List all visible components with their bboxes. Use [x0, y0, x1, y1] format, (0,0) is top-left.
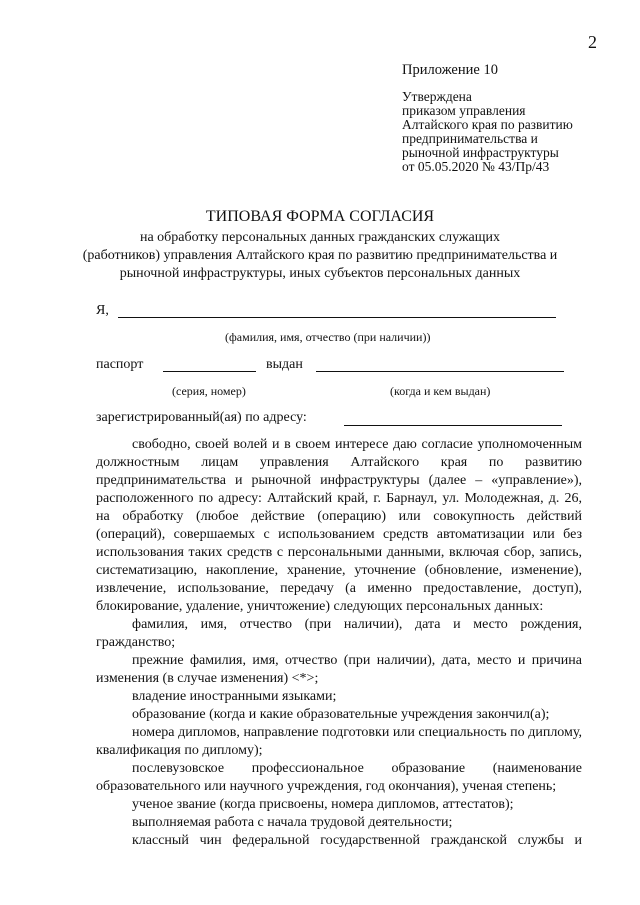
address-label: зарегистрированный(ая) по адресу:	[96, 410, 307, 425]
issued-label: выдан	[266, 357, 303, 372]
data-item: номера дипломов, направление подготовки или специальность по диплому, квалификация по диплому);	[96, 725, 582, 758]
approval-block	[402, 90, 573, 174]
approval-line: рыночной инфраструктуры	[402, 145, 559, 160]
page-number: 2	[588, 32, 597, 52]
subtitle-line: рыночной инфраструктуры, иных субъектов персональных данных	[119, 266, 521, 281]
consent-paragraph: свободно, своей волей и в своем интересе даю согласие уполномоченным должностным лицам управления Алтайского края по развитию предпринимательства и рыночной инфраструктуры (далее – «управление»), расположенного по адресу: Алтайский край, г. Барнаул, ул. Молодежная, д. 26, на обработку (любое действие (операцию) или совокупность действий (операций), совершаемых с использованием средств автоматизации или без использования таких средств с персональными данными, включая сбор, запись, систематизацию, накопление, хранение, уточнение (обновление, изменение), извлечение, использование, передачу (а именно предоставление, доступ), блокирование, удаление, уничтожение) следующих персональных данных:	[96, 437, 582, 614]
passport-number-field[interactable]	[163, 371, 256, 372]
data-item: классный чин федеральной государственной гражданской службы и	[132, 833, 582, 848]
data-item: выполняемая работа с начала трудовой деятельности;	[132, 815, 453, 830]
i-label: Я,	[96, 303, 109, 318]
consent-body	[96, 436, 582, 850]
data-item: владение иностранными языками;	[132, 689, 337, 704]
approval-line: приказом управления	[402, 103, 526, 118]
appendix-label: Приложение 10	[402, 62, 498, 78]
approval-line: от 05.05.2020 № 43/Пр/43	[402, 159, 550, 174]
address-field[interactable]	[344, 425, 562, 426]
full-name-caption: (фамилия, имя, отчество (при наличии))	[225, 330, 431, 344]
passport-label: паспорт	[96, 357, 144, 372]
data-item: фамилия, имя, отчество (при наличии), дата и место рождения, гражданство;	[96, 617, 582, 650]
approval-line: Алтайского края по развитию	[402, 117, 573, 132]
document-subtitle	[0, 229, 640, 283]
subtitle-line: (работников) управления Алтайского края по развитию предпринимательства и	[82, 248, 558, 263]
data-item: прежние фамилия, имя, отчество (при наличии), дата, место и причина изменения (в случае изменения) <*>;	[96, 653, 582, 686]
document-title: ТИПОВАЯ ФОРМА СОГЛАСИЯ	[205, 208, 435, 225]
passport-caption: (серия, номер)	[172, 384, 246, 398]
approval-line: предпринимательства и	[402, 131, 538, 146]
subtitle-line: на обработку персональных данных гражданских служащих	[139, 230, 501, 245]
data-item: ученое звание (когда присвоены, номера дипломов, аттестатов);	[132, 797, 514, 812]
full-name-field[interactable]	[118, 317, 556, 318]
passport-issued-field[interactable]	[316, 371, 564, 372]
approval-line: Утверждена	[402, 89, 472, 104]
data-item: послевузовское профессиональное образование (наименование образовательного или научного учреждения, год окончания), ученая степень;	[96, 761, 582, 794]
data-item: образование (когда и какие образовательные учреждения закончил(а);	[132, 707, 550, 722]
issued-caption: (когда и кем выдан)	[390, 384, 491, 398]
